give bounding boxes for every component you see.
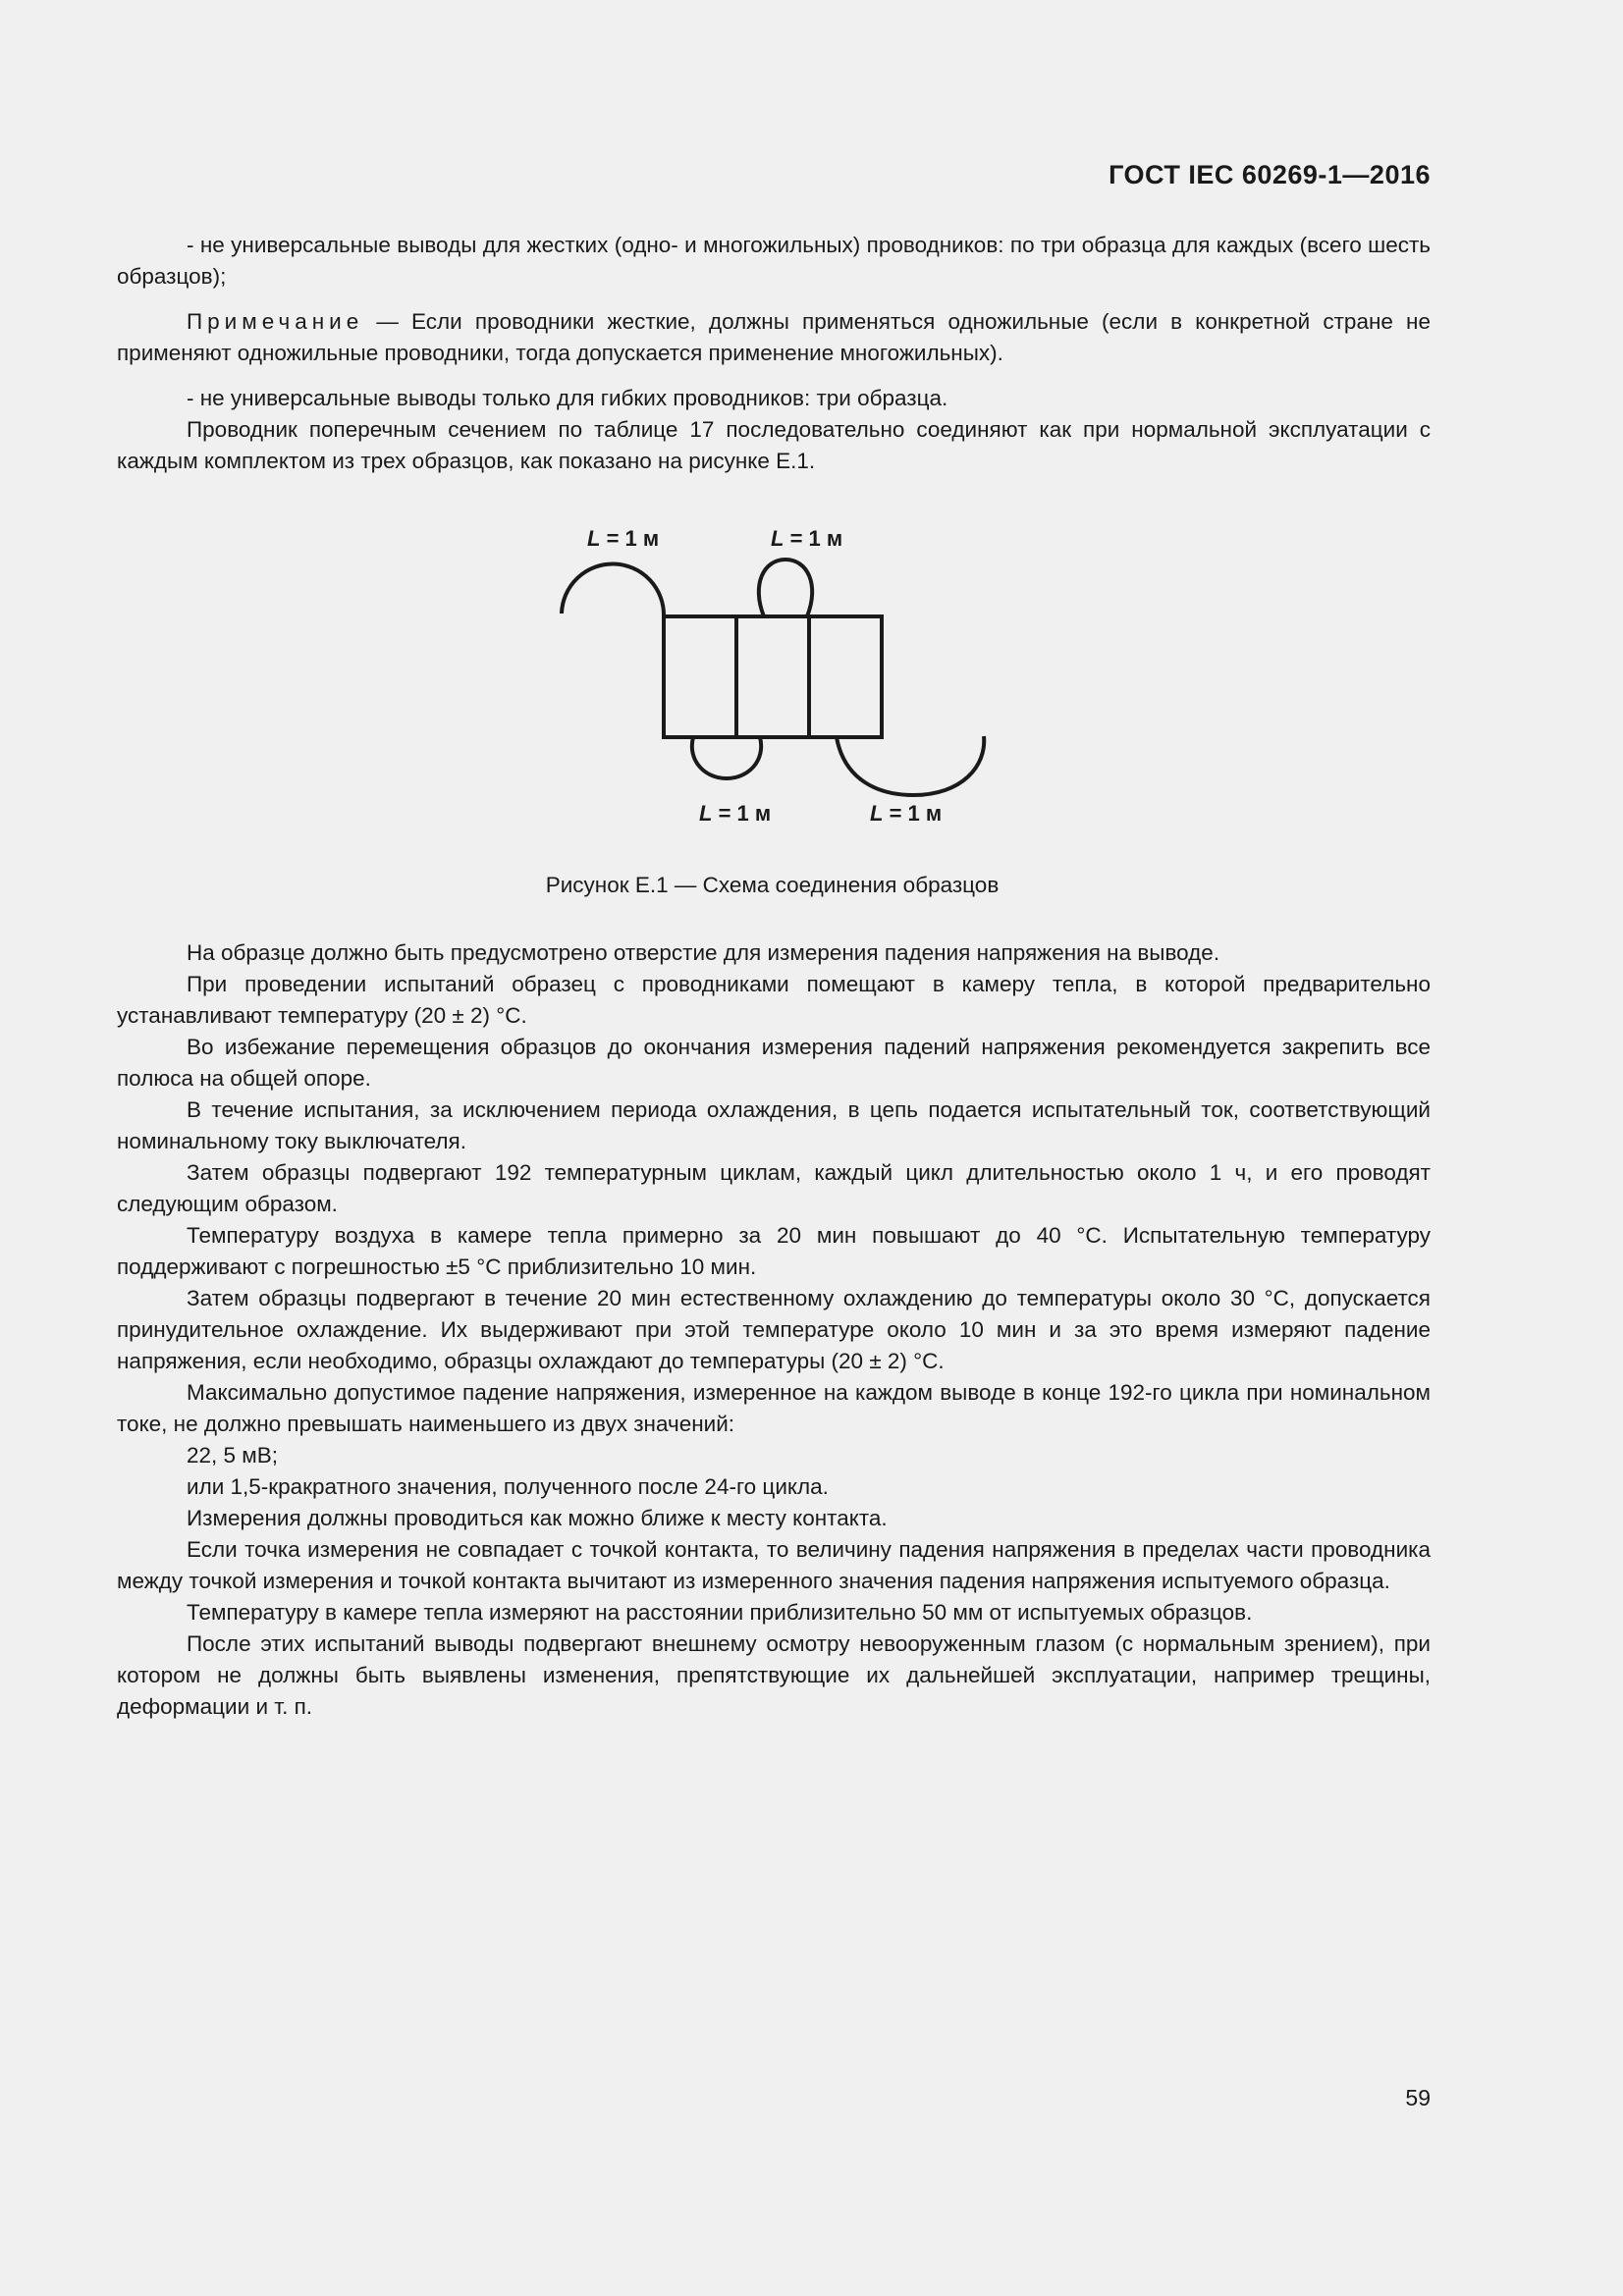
intro-text (117, 230, 1431, 477)
conductor-loop (837, 736, 984, 795)
paragraph: Затем образцы подвергают 192 температурным циклам, каждый цикл длительностью около 1 ч, и его проводят следующим образом. (117, 1160, 1431, 1216)
connection-diagram (550, 515, 1001, 839)
paragraph: Если точка измерения не совпадает с точкой контакта, то величину падения напряжения в пределах части проводника между точкой измерения и точкой контакта вычитают из измеренного значения падения напряжения испытуемого образца. (117, 1537, 1431, 1593)
length-label: L = 1 м (699, 801, 772, 826)
conductor-loop (562, 563, 664, 616)
paragraph: При проведении испытаний образец с проводниками помещают в камеру тепла, в которой предварительно устанавливают температуру (20 ± 2) °С. (117, 972, 1431, 1028)
conductor-loop (759, 560, 812, 616)
page-number: 59 (1405, 2085, 1431, 2110)
paragraph: Измерения должны проводиться как можно ближе к месту контакта. (187, 1506, 888, 1530)
paragraph: 22, 5 мВ; (187, 1443, 279, 1468)
page-header: ГОСТ IEC 60269-1—2016 (1109, 160, 1431, 189)
paragraph: Температуру воздуха в камере тепла примерно за 20 мин повышают до 40 °С. Испытательную температуру поддерживают с погрешностью ±5 °С приблизительно 10 мин. (117, 1223, 1431, 1279)
conductor-loop (692, 737, 761, 778)
figure-caption: Рисунок Е.1 — Схема соединения образцов (545, 873, 1000, 897)
body-text (117, 937, 1431, 1723)
paragraph: - не универсальные выводы только для гибких проводников: три образца. (187, 386, 948, 410)
specimen-block (809, 616, 882, 737)
note-label: Примечание (187, 309, 364, 334)
paragraph: Максимально допустимое падение напряжения, измеренное на каждом выводе в конце 192-го цикла при номинальном токе, не должно превышать наименьшего из двух значений: (117, 1380, 1431, 1436)
specimen-block (664, 616, 736, 737)
note-paragraph (117, 306, 1431, 369)
paragraph: Во избежание перемещения образцов до окончания измерения падений напряжения рекомендуется закрепить все полюса на общей опоре. (117, 1035, 1431, 1091)
paragraph: В течение испытания, за исключением периода охлаждения, в цепь подается испытательный ток, соответствующий номинальному току выключателя. (117, 1097, 1431, 1153)
length-label: L = 1 м (771, 526, 843, 551)
length-label: L = 1 м (870, 801, 943, 826)
note-text: — Если проводники жесткие, должны применяться одножильные (если в конкретной стране не применяют одножильные проводники, тогда допускается применение многожильных). (117, 309, 1431, 365)
paragraph: Затем образцы подвергают в течение 20 мин естественному охлаждению до температуры около 30 °С, допускается принудительное охлаждение. Их выдерживают при этой температуре около 10 мин и за это время измеряют падение напряжения, если необходимо, образцы охлаждают до температуры (20 ± 2) °С. (117, 1286, 1431, 1373)
paragraph: Проводник поперечным сечением по таблице 17 последовательно соединяют как при нормальной эксплуатации с каждым комплектом из трех образцов, как показано на рисунке Е.1. (117, 417, 1431, 473)
length-label: L = 1 м (587, 526, 660, 551)
paragraph: На образце должно быть предусмотрено отверстие для измерения падения напряжения на выводе. (187, 940, 1220, 965)
specimen-block (736, 616, 809, 737)
paragraph: или 1,5-кракратного значения, полученного после 24-го цикла. (187, 1474, 829, 1499)
paragraph: - не универсальные выводы для жестких (одно- и многожильных) проводников: по три образца для каждых (всего шесть образцов); (117, 233, 1431, 289)
paragraph: После этих испытаний выводы подвергают внешнему осмотру невооруженным глазом (с нормальным зрением), при котором не должны быть выявлены изменения, препятствующие их дальнейшей эксплуатации, например трещины, деформации и т. п. (117, 1631, 1431, 1719)
paragraph: Температуру в камере тепла измеряют на расстоянии приблизительно 50 мм от испытуемых образцов. (187, 1600, 1253, 1625)
